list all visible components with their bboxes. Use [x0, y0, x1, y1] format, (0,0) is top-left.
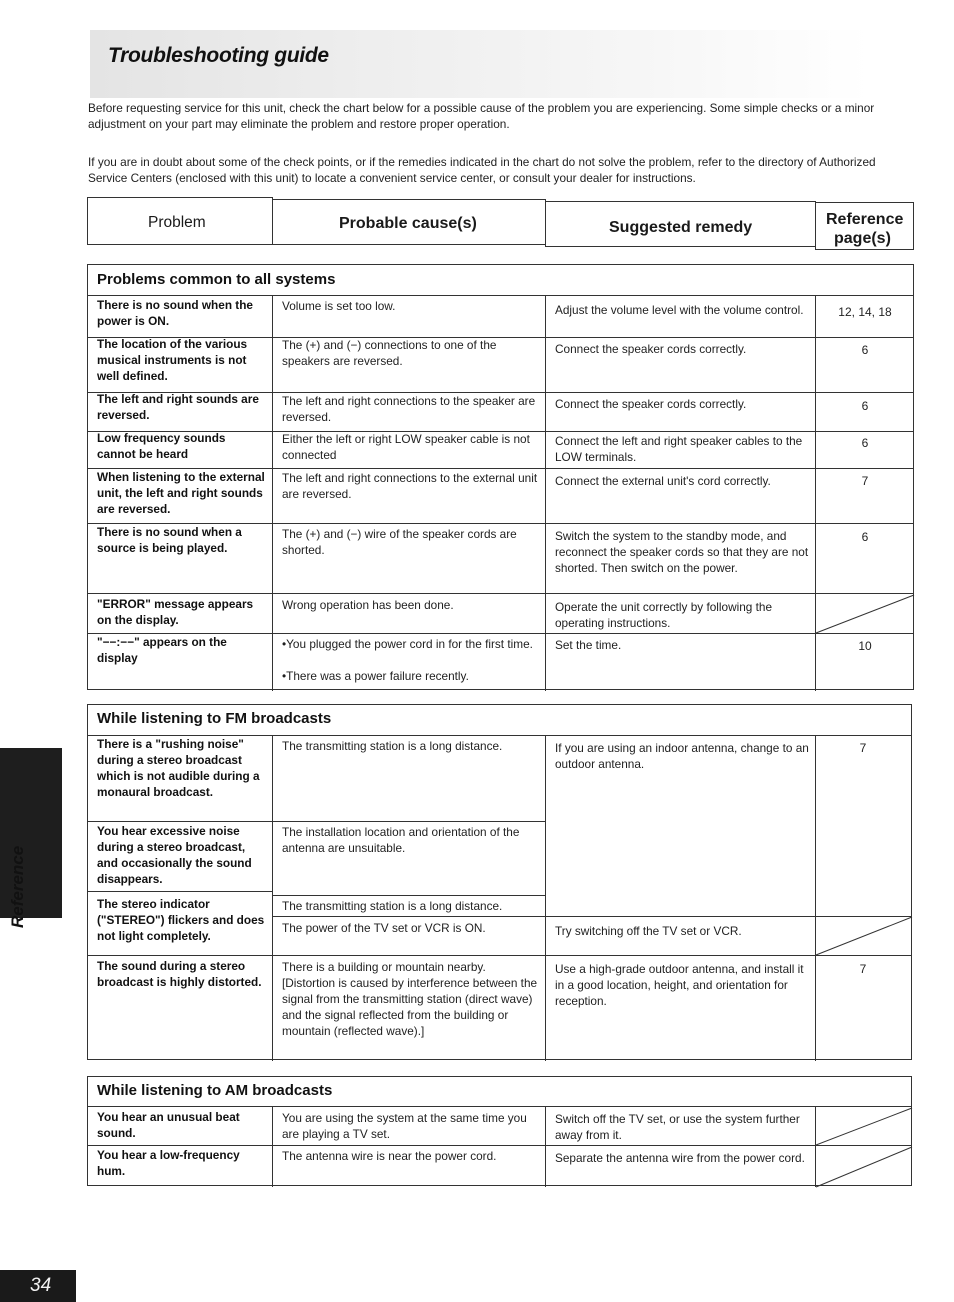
header-cause-cell — [272, 199, 546, 245]
intro-paragraph-1: Before requesting service for this unit, check the chart below for a possible cause of the problem you are experiencing. Some simple checks or a minor adjustment on your part may eliminate the problem and restore proper operation. — [88, 101, 875, 131]
cause-cell: The left and right connections to the speaker are reversed. — [282, 394, 536, 424]
intro-paragraph-2: If you are in doubt about some of the check points, or if the remedies indicated in the chart do not solve the problem, refer to the directory of Authorized Service Centers (enclosed with this unit) to locate a convenient service center, or consult your dealer for instructions. — [88, 155, 876, 185]
cause-cell-line2: •There was a power failure recently. — [282, 669, 469, 683]
cause-cell: There is a building or mountain nearby. [Distortion is caused by interference between the signal from the transmitting station (direct wave) and the signal reflected from the building or mountain (reflected wave).] — [282, 960, 538, 1038]
remedy-cell: Try switching off the TV set or VCR. — [555, 924, 742, 938]
cause-cell-line2: The power of the TV set or VCR is ON. — [282, 921, 486, 935]
page-title: Troubleshooting guide — [108, 44, 329, 67]
remedy-cell: Set the time. — [555, 638, 622, 652]
remedy-cell: Connect the external unit's cord correctly. — [555, 474, 771, 488]
cause-cell-line1: •You plugged the power cord in for the first time. — [282, 637, 533, 651]
cause-cell: Either the left or right LOW speaker cable is not connected — [282, 432, 530, 462]
reference-cell: 6 — [861, 399, 869, 413]
header-problem-cell — [87, 197, 273, 245]
cause-cell-line1: The transmitting station is a long distance. — [282, 899, 503, 913]
problem-cell: The sound during a stereo broadcast is highly distorted. — [97, 959, 262, 989]
no-reference-diagonal — [816, 595, 914, 633]
cause-cell: You are using the system at the same time you are playing a TV set. — [282, 1111, 527, 1141]
header-reference-cell — [815, 202, 914, 250]
cause-cell: The (+) and (−) connections to one of the speakers are reversed. — [282, 338, 497, 368]
no-reference-diagonal — [816, 1147, 912, 1187]
header-cause: Probable cause(s) — [339, 215, 477, 232]
problem-cell: You hear excessive noise during a stereo broadcast, and occasionally the sound disappears. — [97, 824, 252, 886]
cause-cell: The antenna wire is near the power cord. — [282, 1149, 497, 1163]
header-reference-line2: page(s) — [834, 230, 891, 247]
problem-cell: "−−:−−" appears on the display — [97, 635, 227, 665]
side-tab-label: Reference — [8, 845, 27, 928]
header-remedy-cell — [545, 201, 816, 247]
section-title: While listening to FM broadcasts — [97, 710, 332, 727]
reference-cell: 12, 14, 18 — [838, 305, 892, 319]
problem-cell: The stereo indicator ("STEREO") flickers and does not light completely. — [97, 897, 265, 943]
problem-cell: The left and right sounds are reversed. — [97, 392, 259, 422]
cause-cell: Volume is set too low. — [282, 299, 396, 313]
remedy-cell: Separate the antenna wire from the power cord. — [555, 1151, 805, 1165]
remedy-cell: Operate the unit correctly by following the operating instructions. — [555, 600, 773, 630]
problem-cell: "ERROR" message appears on the display. — [97, 597, 254, 627]
header-reference-line1: Reference — [826, 211, 904, 228]
reference-cell: 10 — [858, 639, 872, 653]
remedy-cell: Switch off the TV set, or use the system further away from it. — [555, 1112, 800, 1142]
reference-cell: 7 — [859, 741, 867, 755]
remedy-cell: Connect the left and right speaker cables to the LOW terminals. — [555, 434, 803, 464]
cause-cell: Wrong operation has been done. — [282, 598, 454, 612]
section-fm-broadcasts — [87, 704, 912, 1060]
no-reference-diagonal — [816, 917, 912, 955]
problem-cell: When listening to the external unit, the left and right sounds are reversed. — [97, 470, 265, 516]
cause-cell: The transmitting station is a long distance. — [282, 739, 503, 753]
section-common-problems — [87, 264, 914, 690]
reference-cell: 6 — [861, 436, 869, 450]
reference-cell: 6 — [861, 530, 869, 544]
remedy-cell: Connect the speaker cords correctly. — [555, 342, 747, 356]
page-number: 34 — [30, 1275, 52, 1296]
problem-cell: Low frequency sounds cannot be heard — [97, 431, 226, 461]
problem-cell: There is a "rushing noise" during a stereo broadcast which is not audible during a monaural broadcast. — [97, 737, 260, 799]
header-remedy: Suggested remedy — [609, 219, 753, 236]
problem-cell: You hear a low-frequency hum. — [97, 1148, 240, 1178]
problem-cell: There is no sound when a source is being played. — [97, 525, 242, 555]
problem-cell: There is no sound when the power is ON. — [97, 298, 253, 328]
remedy-cell: Switch the system to the standby mode, and reconnect the speaker cords so that they are not shorted. Then switch on the power. — [555, 529, 809, 575]
remedy-cell: If you are using an indoor antenna, change to an outdoor antenna. — [555, 741, 809, 771]
problem-cell: You hear an unusual beat sound. — [97, 1110, 240, 1140]
cause-cell: The installation location and orientation of the antenna are unsuitable. — [282, 825, 520, 855]
problem-cell: The location of the various musical instruments is not well defined. — [97, 337, 248, 383]
remedy-cell: Use a high-grade outdoor antenna, and install it in a good location, height, and orientation for reception. — [555, 962, 804, 1008]
reference-cell: 7 — [859, 962, 867, 976]
remedy-cell: Connect the speaker cords correctly. — [555, 397, 747, 411]
reference-cell: 7 — [861, 474, 869, 488]
section-am-broadcasts — [87, 1076, 912, 1186]
cause-cell: The (+) and (−) wire of the speaker cords are shorted. — [282, 527, 517, 557]
no-reference-diagonal — [816, 1108, 912, 1145]
remedy-cell: Adjust the volume level with the volume control. — [555, 303, 804, 317]
section-title: While listening to AM broadcasts — [97, 1082, 333, 1099]
section-title: Problems common to all systems — [97, 271, 336, 288]
reference-cell: 6 — [861, 343, 869, 357]
cause-cell: The left and right connections to the external unit are reversed. — [282, 471, 538, 501]
header-problem: Problem — [148, 214, 206, 231]
